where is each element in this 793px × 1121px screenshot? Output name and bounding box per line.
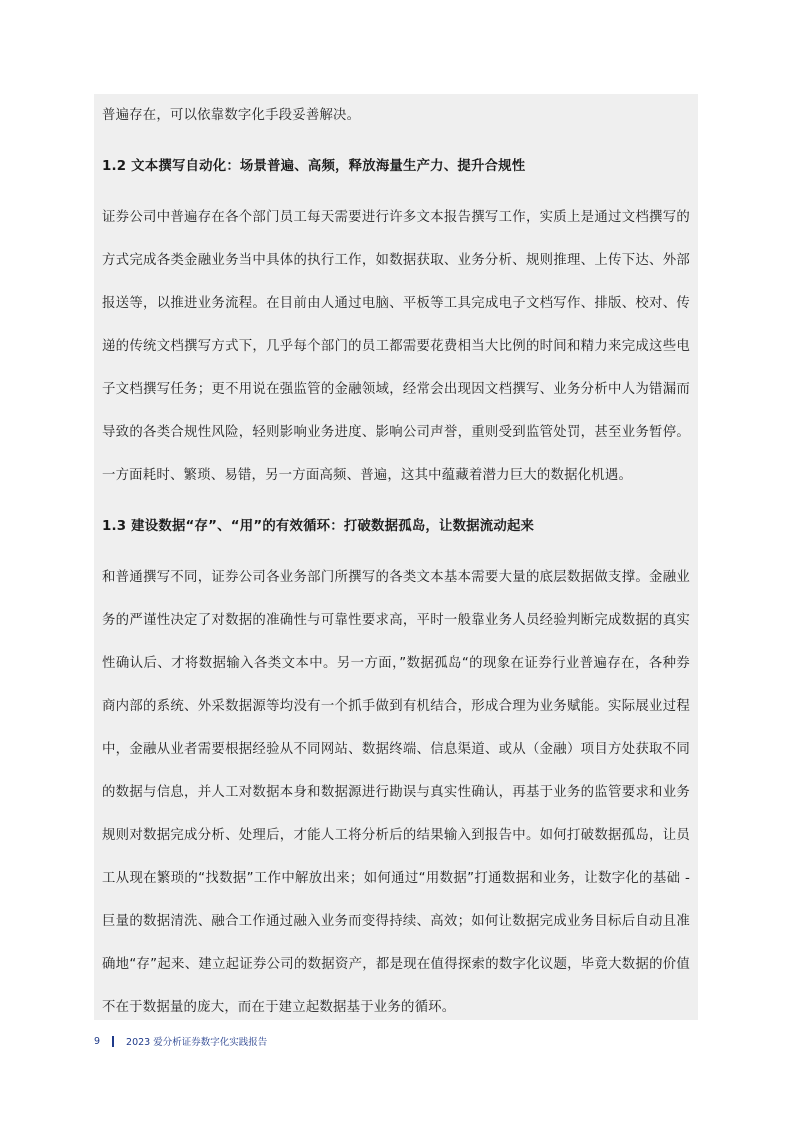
content-panel	[94, 94, 698, 1020]
section-heading-1-3: 1.3 建设数据“存”、“用”的有效循环：打破数据孤岛，让数据流动起来	[102, 519, 535, 534]
page-number: 9	[94, 1035, 101, 1047]
lead-paragraph: 普遍存在，可以依靠数字化手段妥善解决。	[102, 108, 361, 123]
page-footer	[94, 1031, 267, 1051]
footer-separator	[112, 1036, 114, 1047]
section-body-1-2: 证券公司中普遍存在各个部门员工每天需要进行许多文本报告撰写工作，实质上是通过文档撰写的方式完成各类金融业务当中具体的执行工作，如数据获取、业务分析、规则推理、上传下达、外部报送等，以推进业务流程。在目前由人通过电脑、平板等工具完成电子文档写作、排版、校对、传递的传统文档撰写方式下，几乎每个部门的员工都需要花费相当大比例的时间和精力来完成这些电子文档撰写任务；更不用说在强监管的金融领域，经常会出现因文档撰写、业务分析中人为错漏而导致的各类合规性风险，轻则影响业务进度、影响公司声誉，重则受到监管处罚，甚至业务暂停。一方面耗时、繁琐、易错，另一方面高频、普遍，这其中蕴藏着潜力巨大的数据化机遇。	[102, 210, 690, 483]
footer-document-title: 2023 爱分析证券数字化实践报告	[126, 1037, 268, 1048]
section-heading-1-2: 1.2 文本撰写自动化：场景普遍、高频，释放海量生产力、提升合规性	[102, 159, 526, 174]
section-body-1-3: 和普通撰写不同，证券公司各业务部门所撰写的各类文本基本需要大量的底层数据做支撑。金融业务的严谨性决定了对数据的准确性与可靠性要求高，平时一般靠业务人员经验判断完成数据的真实性确认后、才将数据输入各类文本中。另一方面，”数据孤岛“的现象在证券行业普遍存在，各种券商内部的系统、外采数据源等均没有一个抓手做到有机结合，形成合理为业务赋能。实际展业过程中，金融从业者需要根据经验从不同网站、数据终端、信息渠道、或从（金融）项目方处获取不同的数据与信息，并人工对数据本身和数据源进行勘误与真实性确认，再基于业务的监管要求和业务规则对数据完成分析、处理后，才能人工将分析后的结果输入到报告中。如何打破数据孤岛，让员工从现在繁琐的“找数据”工作中解放出来；如何通过“用数据”打通数据和业务，让数字化的基础 - 巨量的数据清洗、融合工作通过融入业务而变得持续、高效；如何让数据完成业务目标后自动且准确地“存”起来、建立起证券公司的数据资产，都是现在值得探索的数字化议题，毕竟大数据的价值不在于数据量的庞大，而在于建立起数据基于业务的循环。	[102, 570, 690, 1015]
